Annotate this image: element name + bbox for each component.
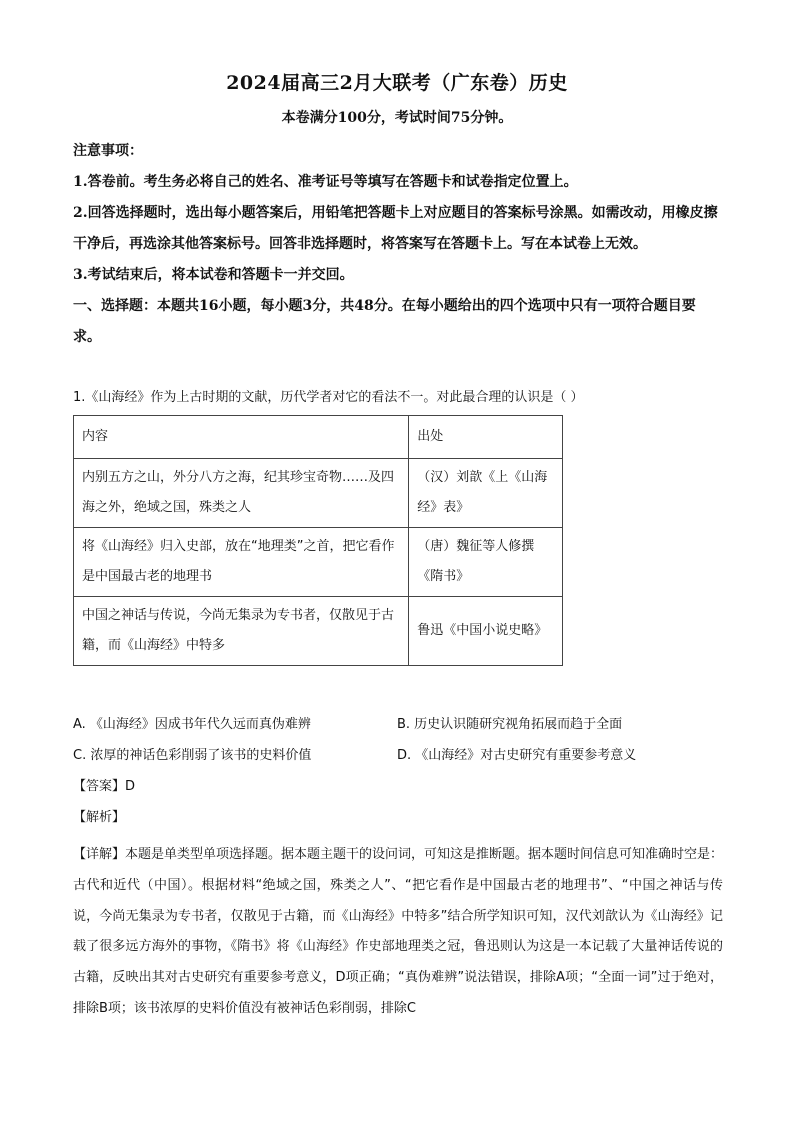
table-row xyxy=(74,459,563,528)
page-title: 2024届高三2月大联考（广东卷）历史 xyxy=(226,72,568,94)
notes-block xyxy=(73,136,723,353)
notes-heading: 注意事项： xyxy=(73,143,143,159)
option-a: A. 《山海经》因成书年代久远而真伪难辨 xyxy=(73,717,311,732)
table-cell-content: 中国之神话与传说，今尚无集录为专书者，仅散见于古籍，而《山海经》中特多 xyxy=(74,597,409,666)
table-cell-source: （唐）魏征等人修撰《隋书》 xyxy=(409,528,563,597)
answer-line: 【答案】D xyxy=(73,779,136,794)
note-item-2: 2.回答选择题时，选出每小题答案后，用铅笔把答题卡上对应题目的答案标号涂黑。如需改动，用橡皮擦干净后，再选涂其他答案标号。回答非选择题时，将答案写在答题卡上。写在本试卷上无效。 xyxy=(73,205,718,252)
table-row xyxy=(74,528,563,597)
table-header-cell: 内容 xyxy=(74,416,409,459)
note-item-1: 1.答卷前。考生务必将自己的姓名、准考证号等填写在答题卡和试卷指定位置上。 xyxy=(73,174,578,190)
table-cell-content: 内别五方之山，外分八方之海，纪其珍宝奇物……及四海之外，绝域之国，殊类之人 xyxy=(74,459,409,528)
analysis-label: 【解析】 xyxy=(73,810,126,825)
option-d: D. 《山海经》对古史研究有重要参考意义 xyxy=(397,748,637,763)
table-row xyxy=(74,597,563,666)
option-b: B. 历史认识随研究视角拓展而趋于全面 xyxy=(397,717,623,732)
question-1-stem: 1.《山海经》作为上古时期的文献，历代学者对它的看法不一。对此最合理的认识是（ ） xyxy=(73,390,584,405)
table-header-row xyxy=(74,416,563,459)
detail-paragraph: 【详解】本题是单类型单项选择题。据本题主题干的设问词，可知这是推断题。据本题时间信息可知准确时空是：古代和近代（中国）。根据材料“绝域之国，殊类之人”、“把它看作是中国最古老的地理书”、“中国之神话与传说，今尚无集录为专书者，仅散见于古籍，而《山海经》中特多”结合所学知识可知，汉代刘歆认为《山海经》记载了很多远方海外的事物，《隋书》将《山海经》作史部地理类之冠，鲁迅则认为这是一本记载了大量神话传说的古籍，反映出其对古史研究有重要参考意义，D项正确；“真伪难辨”说法错误，排除A项；“全面一词”过于绝对，排除B项；该书浓厚的史料价值没有被神话色彩削弱，排除C xyxy=(73,847,724,1016)
table-header-cell: 出处 xyxy=(409,416,563,459)
table-cell-content: 将《山海经》归入史部，放在“地理类”之首，把它看作是中国最古老的地理书 xyxy=(74,528,409,597)
page-subtitle: 本卷满分100分，考试时间75分钟。 xyxy=(281,110,513,126)
table-cell-source: （汉）刘歆《上《山海经》表》 xyxy=(409,459,563,528)
source-table xyxy=(73,415,563,666)
option-c: C. 浓厚的神话色彩削弱了该书的史料价值 xyxy=(73,748,312,763)
table-cell-source: 鲁迅《中国小说史略》 xyxy=(409,597,563,666)
section-heading: 一、选择题：本题共16小题，每小题3分，共48分。在每小题给出的四个选项中只有一项符合题目要求。 xyxy=(73,298,696,345)
note-item-3: 3.考试结束后，将本试卷和答题卡一并交回。 xyxy=(73,267,354,283)
